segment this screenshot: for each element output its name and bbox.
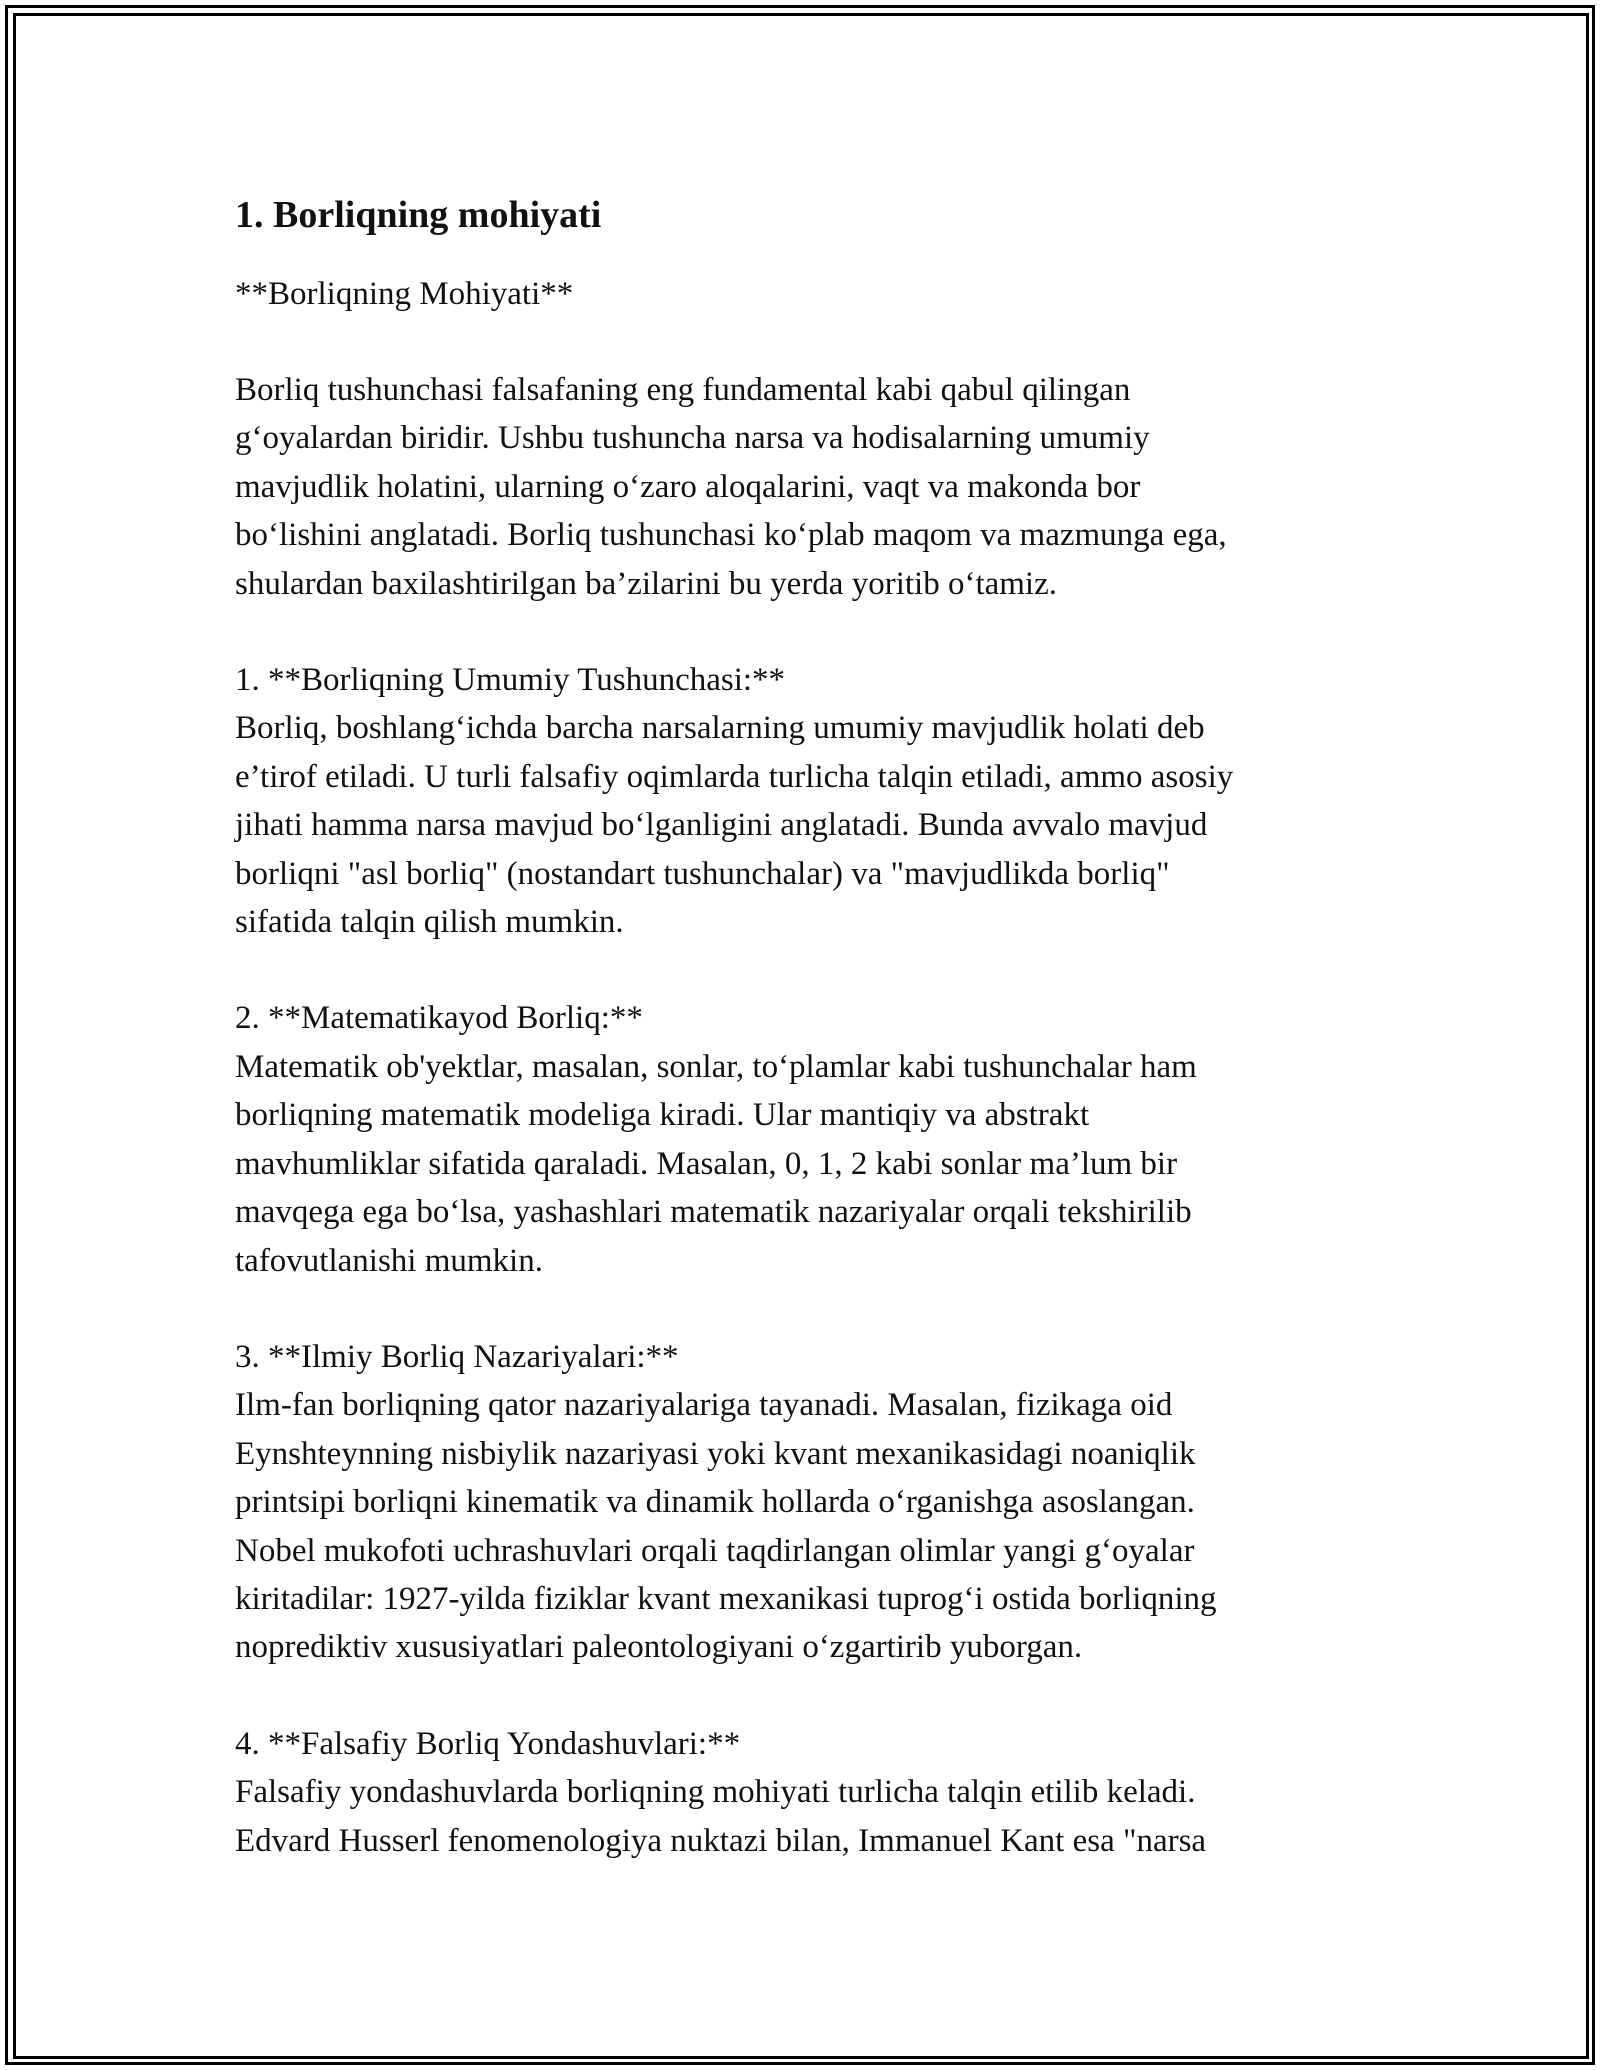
- intro-paragraph: Borliq tushunchasi falsafaning eng fundamental kabi qabul qilingan g‘oyalardan biridir. Ushbu tushuncha narsa va hodisalarning umumiy mavjudlik holatini, ularning o‘zaro aloqalarini, vaqt va makonda bor bo‘lishini anglatadi. Borliq tushunchasi ko‘plab maqom va mazmunga ega, shulardan baxilashtirilgan ba’zilarini bu yerda yoritib o‘tamiz.: [235, 372, 1227, 602]
- list-item: [235, 656, 1365, 946]
- list-item-title: 4. **Falsafiy Borliq Yondashuvlari:**: [235, 1725, 741, 1762]
- list-item-title: 1. **Borliqning Umumiy Tushunchasi:**: [235, 662, 786, 699]
- list-item-body: Falsafiy yondashuvlarda borliqning mohiyati turlicha talqin etilib keladi. Edvard Husserl fenomenologiya nuktazi bilan, Immanuel Kant esa "narsa: [235, 1774, 1207, 1859]
- section-subtitle: **Borliqning Mohiyati**: [235, 276, 574, 312]
- list-item-title: 2. **Matematikayod Borliq:**: [235, 1000, 643, 1037]
- list-item-body: Matematik ob'yektlar, masalan, sonlar, to‘plamlar kabi tushunchalar ham borliqning matematik modeliga kiradi. Ular mantiqiy va abstrakt mavhumliklar sifatida qaraladi. Masalan, 0, 1, 2 kabi sonlar ma’lum bir mavqega ega bo‘lsa, yashashlari matematik nazariyalar orqali tekshirilib tafovutlanishi mumkin.: [235, 1048, 1197, 1279]
- list-item: [235, 1333, 1365, 1672]
- list-item: [235, 1720, 1365, 1865]
- list-item: [235, 994, 1365, 1284]
- list-item-body: Borliq, boshlang‘ichda barcha narsalarning umumiy mavjudlik holati deb e’tirof etiladi. U turli falsafiy oqimlarda turlicha talqin etiladi, ammo asosiy jihati hamma narsa mavjud bo‘lganligini anglatadi. Bunda avvalo mavjud borliqni "asl borliq" (nostandart tushunchalar) va "mavjudlikda borliq" sifatida talqin qilish mumkin.: [235, 710, 1234, 941]
- list-item-body: Ilm-fan borliqning qator nazariyalariga tayanadi. Masalan, fizikaga oid Eynshteynning nisbiylik nazariyasi yoki kvant mexanikasidagi noaniqlik printsipi borliqni kinematik va dinamik hollarda o‘rganishga asoslangan. Nobel mukofoti uchrashuvlari orqali taqdirlangan olimlar yangi g‘oyalar kiritadilar: 1927-yilda fiziklar kvant mexanikasi tuprog‘i ostida borliqning noprediktiv xususiyatlari paleontologiyani o‘zgartirib yuborgan.: [235, 1387, 1217, 1666]
- document-body: [235, 190, 1365, 1913]
- list-item-title: 3. **Ilmiy Borliq Nazariyalari:**: [235, 1338, 679, 1375]
- section-heading: 1. Borliqning mohiyati: [235, 194, 602, 236]
